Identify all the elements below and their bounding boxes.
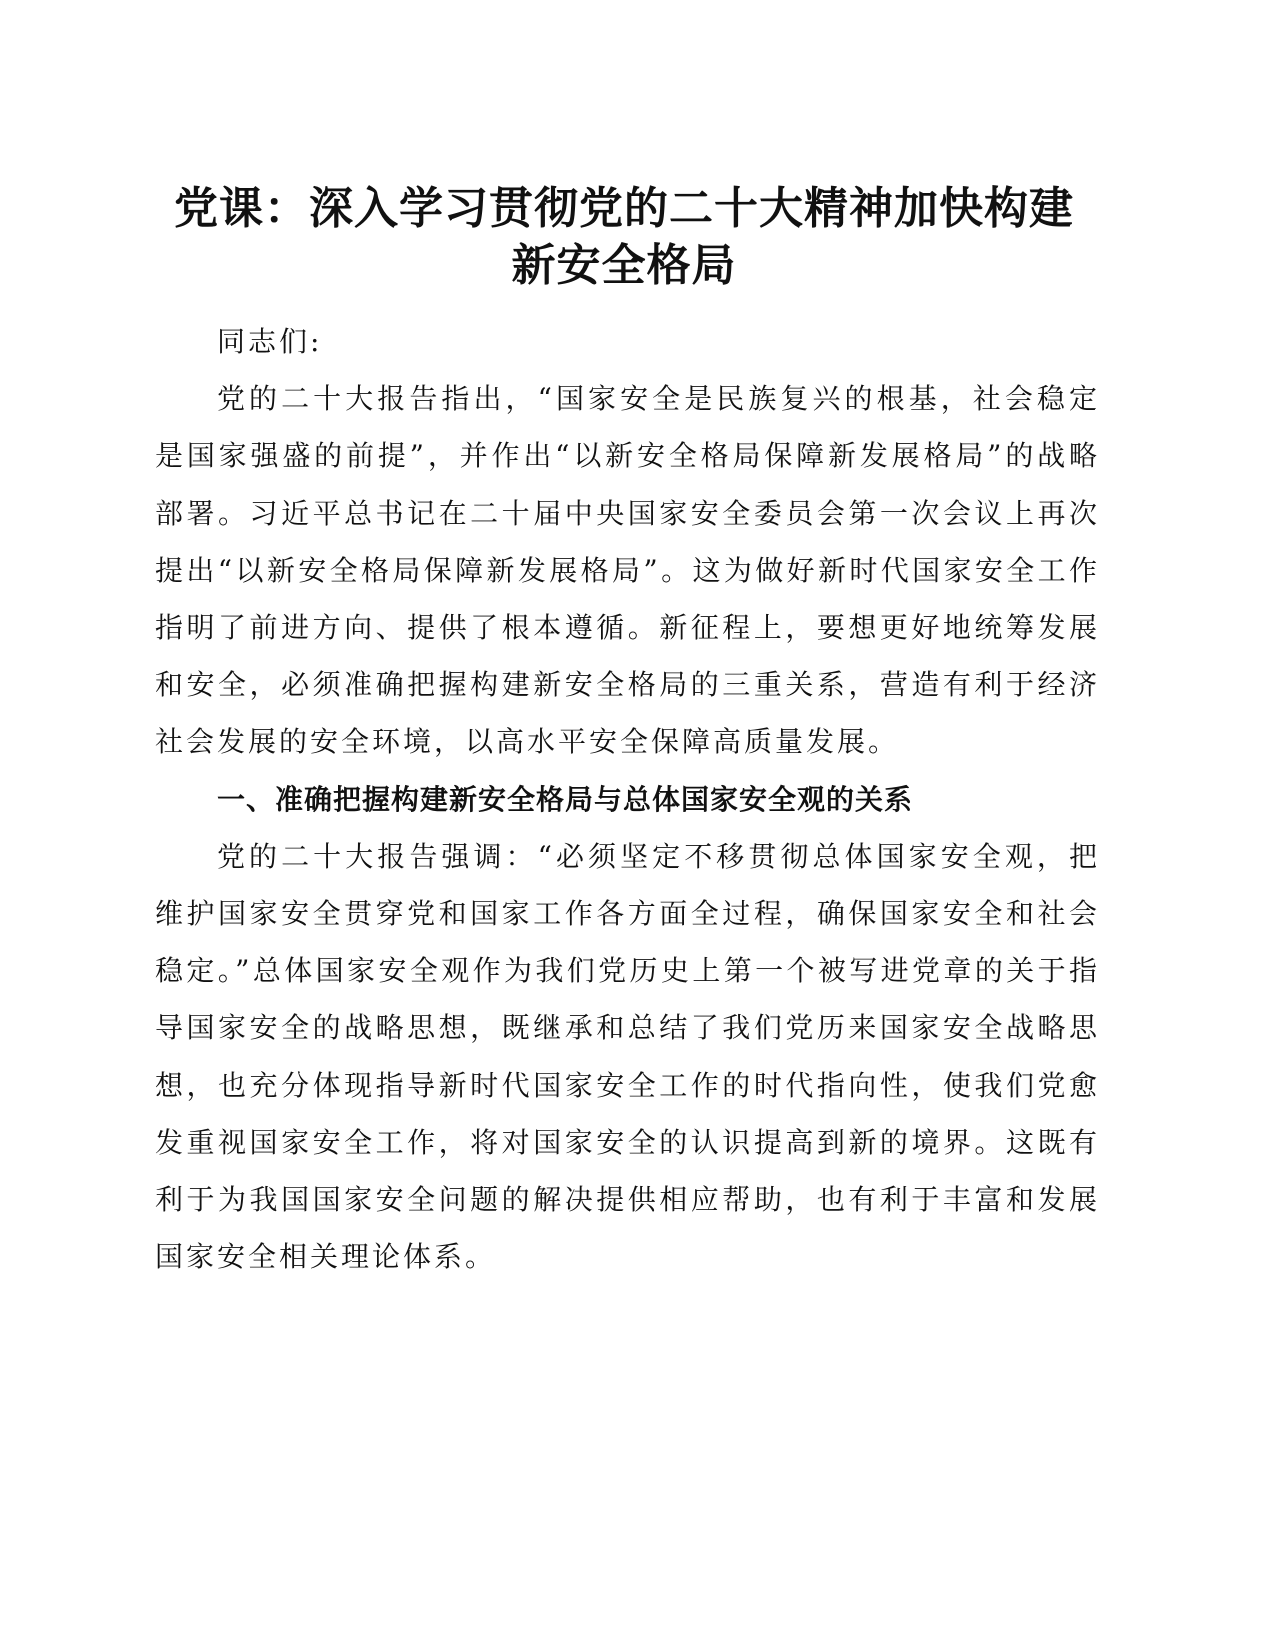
salutation: 同志们: bbox=[217, 325, 323, 358]
paragraph-intro: 党的二十大报告指出，“国家安全是民族复兴的根基，社会稳定是国家强盛的前提”，并作出“以新安全格局保障新发展格局”的战略部署。习近平总书记在二十届中央国家安全委员会第一次会议上再次提出“以新安全格局保障新发展格局”。这为做好新时代国家安全工作指明了前进方向、提供了根本遵循。新征程上，要想更好地统筹发展和安全，必须准确把握构建新安全格局的三重关系，营造有利于经济社会发展的安全环境，以高水平安全保障高质量发展。 bbox=[155, 382, 1100, 759]
paragraph-section-1: 党的二十大报告强调：“必须坚定不移贯彻总体国家安全观，把维护国家安全贯穿党和国家工作各方面全过程，确保国家安全和社会稳定。”总体国家安全观作为我们党历史上第一个被写进党章的关于指导国家安全的战略思想，既继承和总结了我们党历来国家安全战略思想，也充分体现指导新时代国家安全工作的时代指向性，使我们党愈发重视国家安全工作，将对国家安全的认识提高到新的境界。这既有利于为我国国家安全问题的解决提供相应帮助，也有利于丰富和发展国家安全相关理论体系。 bbox=[155, 839, 1100, 1274]
section-heading-1: 一、准确把握构建新安全格局与总体国家安全观的关系 bbox=[217, 782, 914, 816]
document-title-line-2: 新安全格局 bbox=[511, 240, 737, 291]
document-body bbox=[155, 313, 1100, 1285]
document-title-line-1: 党课：深入学习贯彻党的二十大精神加快构建 bbox=[174, 183, 1074, 234]
